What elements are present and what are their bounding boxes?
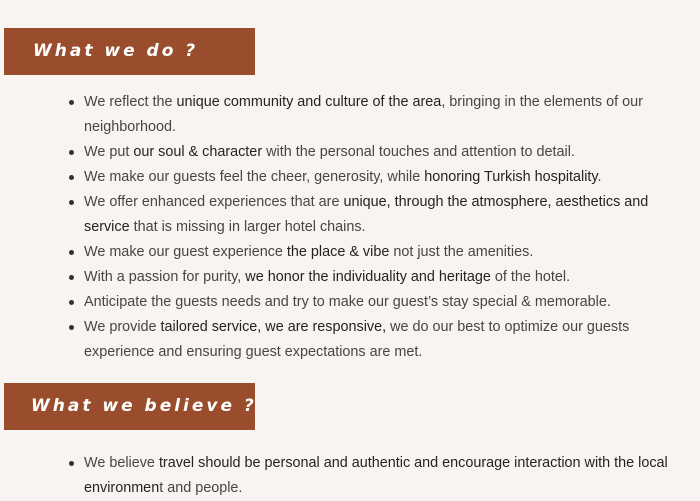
emphasized-text: the place & vibe xyxy=(286,244,390,260)
emphasized-text: honoring Turkish hospitality xyxy=(424,169,598,185)
emphasized-text: unique, through the atmosphere, aesthetics and service xyxy=(84,194,649,235)
list-item xyxy=(84,190,684,240)
body-text: of the hotel. xyxy=(490,269,571,285)
list-item xyxy=(84,451,684,501)
body-text: Anticipate the guests needs and try to make our guest’s stay special & memorable. xyxy=(84,294,611,310)
list-item xyxy=(84,265,684,290)
section-heading-what-we-believe: What we believe ? xyxy=(4,383,255,430)
list-item xyxy=(84,140,684,165)
list-item xyxy=(84,315,684,365)
body-text: We make our guests feel the cheer, generosity, while xyxy=(84,169,425,185)
body-text: We make our guest experience xyxy=(84,244,287,260)
section-heading-what-we-do: What we do ? xyxy=(4,28,255,75)
body-text: that is missing in larger hotel chains. xyxy=(129,219,366,235)
body-text: we do our best to optimize our guests experience and ensuring guest expectations are met. xyxy=(84,319,630,360)
body-text: We provide xyxy=(84,319,161,335)
list-item xyxy=(84,240,684,265)
emphasized-text: unique community and culture of the area xyxy=(176,94,442,110)
body-text: We put xyxy=(84,144,134,160)
body-text: We believe xyxy=(84,455,159,471)
body-text: . xyxy=(597,169,602,185)
list-item xyxy=(84,165,684,190)
body-text: We reflect the xyxy=(84,94,177,110)
what-we-believe-list xyxy=(84,451,684,501)
what-we-do-list xyxy=(84,90,684,365)
emphasized-text: we honor the individuality and heritage xyxy=(245,269,491,285)
body-text: with the personal touches and attention to detail. xyxy=(262,144,575,160)
list-item xyxy=(84,90,684,140)
body-text: With a passion for purity, xyxy=(84,269,246,285)
emphasized-text: tailored service, we are responsive, xyxy=(160,319,387,335)
body-text: , bringing in the elements of our neighborhood. xyxy=(84,94,643,135)
list-item xyxy=(84,290,684,315)
emphasized-text: our soul & character xyxy=(133,144,263,160)
body-text: t and people. xyxy=(159,480,243,496)
body-text: We offer enhanced experiences that are xyxy=(84,194,344,210)
body-text: not just the amenities. xyxy=(389,244,534,260)
emphasized-text: travel should be personal and authentic and encourage interaction with the local environmen xyxy=(84,455,668,496)
